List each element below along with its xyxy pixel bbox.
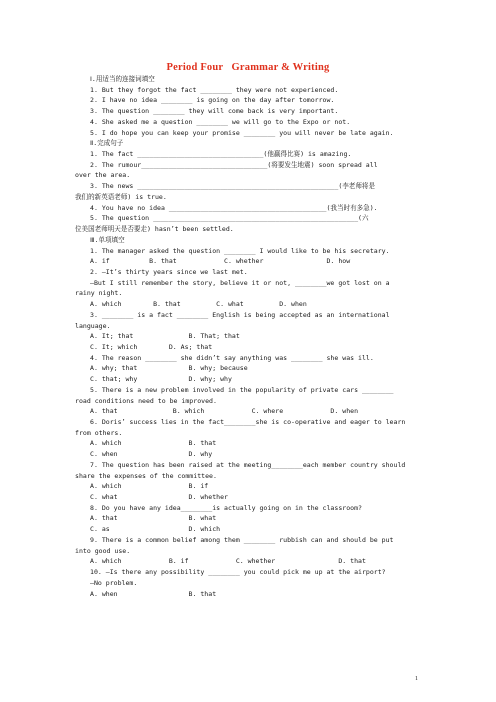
text-line: 8. Do you have any idea________is actually going on in the classroom? bbox=[90, 503, 362, 512]
text-line: over the area. bbox=[75, 171, 131, 180]
page-number: 1 bbox=[415, 676, 418, 682]
text-line: A. It; that B. That; that bbox=[90, 332, 240, 341]
text-line: C. It; which D. As; that bbox=[90, 342, 213, 351]
section-heading: Ⅲ.单项填空 bbox=[90, 235, 125, 244]
text-line: A. when B. that bbox=[90, 589, 217, 598]
text-line: 6. Doris’ success lies in the fact________she is co-operative and eager to learn bbox=[90, 418, 406, 426]
text-line: 3. The news ___________________________________________________(李老师将是 bbox=[90, 182, 375, 191]
text-line: 1. The manager asked the question ________ I would like to be his secretary. bbox=[90, 246, 390, 255]
text-line: 9. There is a common belief among them ________ rubbish can and should be put bbox=[90, 535, 394, 544]
text-line: 2. I have no idea ________ is going on the day after tomorrow. bbox=[90, 96, 335, 105]
text-line: 2. —It’s thirty years since we last met. bbox=[90, 267, 248, 276]
text-line: 5. I do hope you can keep your promise ________ you will never be late again. bbox=[90, 128, 394, 137]
text-line: A. which B. if C. whether D. that bbox=[90, 557, 366, 566]
text-line: 位美国老师明天是否要走) hasn’t been settled. bbox=[75, 225, 234, 234]
text-line: 3. The question ________ they will come back is very important. bbox=[90, 107, 339, 116]
text-line: A. that B. what bbox=[90, 514, 217, 523]
section-heading: Ⅱ.完成句子 bbox=[90, 139, 124, 148]
text-line: 10. —Is there any possibility ________ you could pick me up at the airport? bbox=[90, 568, 386, 577]
text-line: 我们的新英语老师) is true. bbox=[75, 192, 167, 201]
text-line: 5. There is a new problem involved in the popularity of private cars ________ bbox=[90, 385, 394, 394]
document-body bbox=[75, 74, 420, 599]
text-line: language. bbox=[75, 321, 111, 330]
text-line: 1. But they forgot the fact ________ they were not experienced. bbox=[90, 85, 339, 94]
text-line: A. if B. that C. whether D. how bbox=[90, 257, 351, 266]
text-line: —But I still remember the story, believe it or not, ________we got lost on a bbox=[90, 278, 390, 287]
text-line: A. which B. that C. what D. when bbox=[90, 300, 307, 309]
text-line: A. why; that B. why; because bbox=[90, 364, 248, 373]
text-line: A. which B. if bbox=[90, 482, 209, 491]
text-line: —No problem. bbox=[90, 578, 138, 587]
text-line: 4. The reason ________ she didn’t say anything was ________ she was ill. bbox=[90, 353, 374, 362]
page-title: Period Four Grammar & Writing bbox=[166, 62, 330, 73]
text-line: C. as D. which bbox=[90, 525, 221, 534]
text-line: 4. You have no idea ________________________________________(我当时有多急). bbox=[90, 203, 378, 212]
text-line: 4. She asked me a question ________ we will go to the Expo or not. bbox=[90, 117, 351, 126]
text-line: A. that B. which C. where D. when bbox=[90, 407, 359, 416]
text-line: into good use. bbox=[75, 546, 131, 555]
text-line: C. when D. why bbox=[90, 450, 213, 459]
section-heading: Ⅰ.用适当的连接词填空 bbox=[90, 75, 155, 83]
text-line: rainy night. bbox=[75, 289, 123, 298]
text-line: 5. The question ____________________________________________________(六 bbox=[90, 214, 369, 223]
text-line: 3. ________ is a fact ________ English is being accepted as an international bbox=[90, 310, 390, 319]
text-line: A. which B. that bbox=[90, 439, 217, 448]
text-line: C. what D. whether bbox=[90, 493, 228, 502]
text-line: share the expenses of the committee. bbox=[75, 471, 217, 480]
text-line: 1. The fact ________________________________(他赢得比赛) is amazing. bbox=[90, 150, 352, 159]
text-line: from others. bbox=[75, 428, 123, 437]
text-line: road conditions need to be improved. bbox=[75, 396, 217, 405]
text-line: 2. The rumour________________________________(将要发生地震) soon spread all bbox=[90, 160, 378, 169]
text-line: 7. The question has been raised at the meeting________each member country should bbox=[90, 460, 406, 469]
text-line: C. that; why D. why; why bbox=[90, 375, 232, 384]
